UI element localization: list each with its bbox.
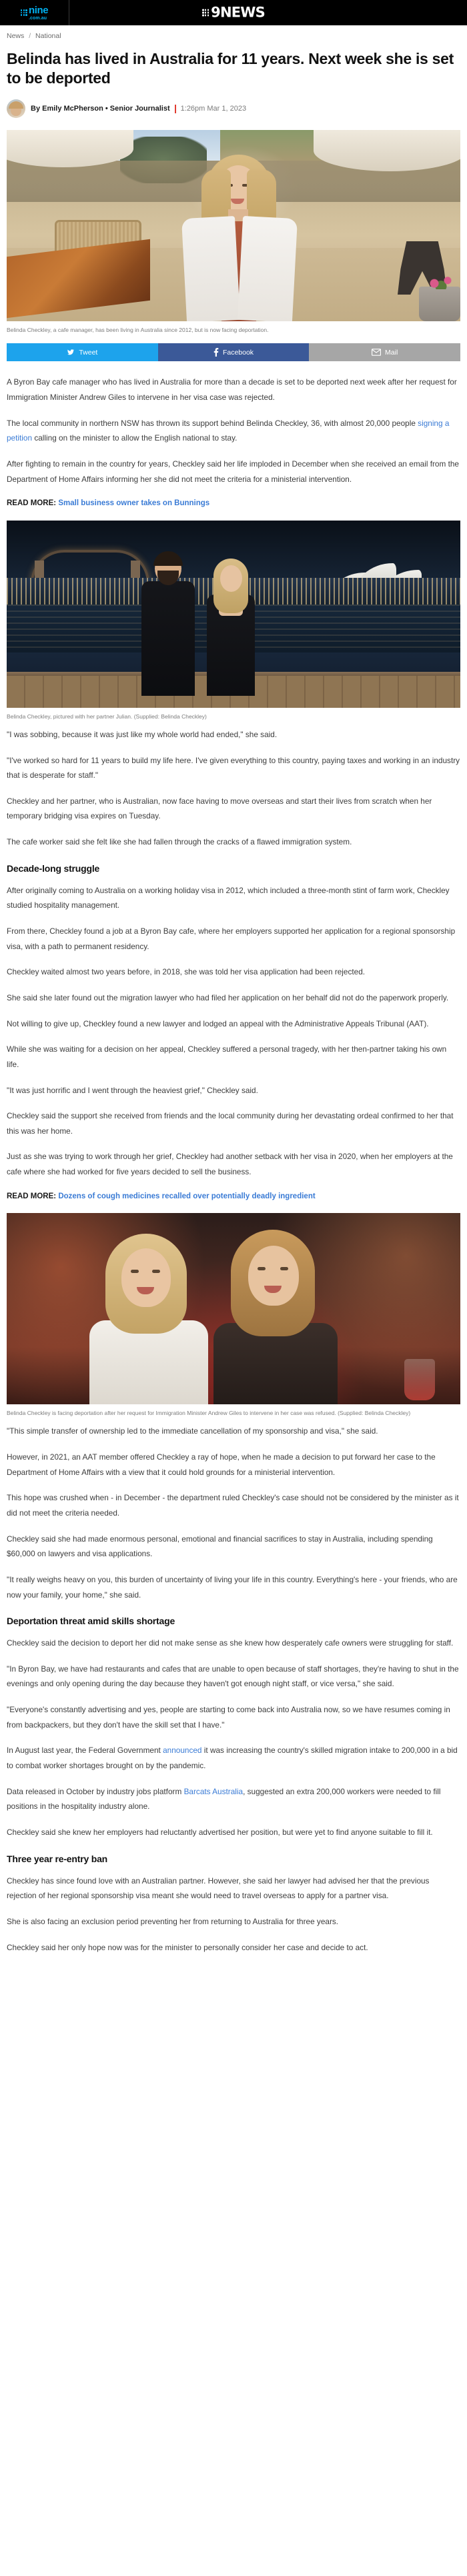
section-heading-reentry-ban: Three year re-entry ban (7, 1853, 108, 1864)
paragraph: However, in 2021, an AAT member offered Checkley a ray of hope, when he made a decision to put forward her case to the Department of Home Affairs with a view that it could hold grounds for a ministerial intervention. (7, 1452, 436, 1477)
byline-divider (175, 105, 176, 113)
paragraph: This hope was crushed when - in December - the department ruled Checkley's case should not be considered by the minister as it did not meet the criteria needed. (7, 1493, 459, 1518)
paragraph: Not willing to give up, Checkley found a new lawyer and lodged an appeal with the Administrative Appeals Tribunal (AAT). (7, 1018, 429, 1028)
paragraph-text: The local community in northern NSW has thrown its support behind Belinda Checkley, 36, with almost 20,000 people (7, 418, 418, 428)
paragraph (7, 416, 460, 446)
figure-friends (7, 1213, 460, 1418)
paragraph: "It was just horrific and I went through the heaviest grief," Checkley said. (7, 1085, 258, 1095)
article-body (0, 49, 467, 1979)
facebook-icon (213, 348, 219, 357)
read-more-1 (7, 497, 460, 509)
ninenews-dots-icon (202, 9, 209, 16)
ninenews-logo[interactable] (202, 6, 265, 20)
paragraph: Checkley said her only hope now was for the minister to personally consider her case and decide to act. (7, 1942, 368, 1952)
read-more-label: READ MORE: (7, 1192, 57, 1200)
share-mail-label: Mail (385, 348, 398, 357)
paragraph-text: Data released in October by industry jobs platform (7, 1786, 184, 1796)
barcats-australia-link[interactable]: Barcats Australia (183, 1786, 244, 1796)
breadcrumb-item-news[interactable]: News (7, 32, 25, 40)
figure-couple (7, 521, 460, 722)
share-facebook-button[interactable] (158, 343, 310, 361)
paragraph: "I've worked so hard for 11 years to build my life here. I've given everything to this country, paying taxes and working in an industry that is desperate for staff." (7, 755, 460, 780)
figure-hero (7, 130, 460, 335)
couple-image (7, 521, 460, 708)
paragraph-text: , suggested an extra 200,000 workers were needed to fill positions in the hospitality industry alone. (7, 1786, 441, 1812)
share-facebook-label: Facebook (222, 348, 254, 357)
paragraph: "Everyone's constantly advertising and yes, people are starting to come back into Australia now, so we have resumes coming in from backpackers, but they don't have the skill set that I have." (7, 1705, 450, 1730)
paragraph: From there, Checkley found a job at a Byron Bay cafe, where her employers supported her application for a regional sponsorship visa, with a path to permanent residency. (7, 926, 456, 951)
paragraph: Checkley said the decision to deport her did not make sense as she knew how desperately cafe owners were struggling for staff. (7, 1638, 454, 1648)
share-mail-button[interactable] (309, 343, 460, 361)
paragraph: She is also facing an exclusion period preventing her from returning to Australia for three years. (7, 1916, 339, 1926)
announced-link[interactable]: announced (163, 1746, 202, 1756)
paragraph: Checkley waited almost two years before, in 2018, she was told her visa application had been rejected. (7, 967, 366, 977)
nine-dots-icon (21, 9, 27, 16)
breadcrumb (0, 25, 467, 45)
figure-caption: Belinda Checkley, a cafe manager, has been living in Australia since 2012, but is now facing deportation. (7, 327, 269, 334)
share-twitter-button[interactable] (7, 343, 158, 361)
paragraph: Checkley and her partner, who is Australian, now face having to move overseas and start their lives from scratch when her temporary bridging visa expires on Tuesday. (7, 796, 432, 821)
hero-image (7, 130, 460, 321)
figure-caption: Belinda Checkley, pictured with her partner Julian. (Supplied: Belinda Checkley) (7, 712, 207, 720)
paragraph: Checkley said she had made enormous personal, emotional and financial sacrifices to stay in Australia, including spending $60,000 on lawyers and visa applications. (7, 1534, 433, 1559)
paragraph: After originally coming to Australia on a working holiday visa in 2012, which included a three-month stint of farm work, Checkley studied hospitality management. (7, 885, 450, 910)
paragraph: "It really weighs heavy on you, this burden of uncertainty of living your life in this country. Everything's here - your friends, who are now your family, your home," she said. (7, 1574, 458, 1600)
share-twitter-label: Tweet (79, 348, 98, 357)
site-header (0, 0, 467, 25)
share-buttons (7, 343, 460, 361)
breadcrumb-separator: / (29, 32, 31, 40)
paragraph: She said she later found out the migration lawyer who had filed her application on her behalf did not do the paperwork properly. (7, 992, 449, 1002)
paragraph: Just as she was trying to work through her grief, Checkley had another setback with her visa in 2020, when her employers at the cafe where she had worked for five years decided to sell the business. (7, 1152, 453, 1177)
paragraph: "In Byron Bay, we have had restaurants and cafes that are unable to open because of staff shortages, they're having to shut in the evenings and only opening during the day because they haven't got enough night staff, or vice versa," she said. (7, 1664, 459, 1689)
read-more-2 (7, 1190, 460, 1202)
paragraph (7, 1743, 460, 1773)
breadcrumb-item-national[interactable]: National (35, 32, 61, 40)
paragraph-text: In August last year, the Federal Government (7, 1746, 163, 1756)
paragraph: A Byron Bay cafe manager who has lived in Australia for more than a decade is set to be deported next week after her request for Immigration Minister Andrew Giles to intervene in her visa case was rejected. (7, 377, 457, 402)
read-more-label: READ MORE: (7, 499, 57, 508)
friends-image (7, 1213, 460, 1404)
byline (7, 99, 460, 118)
mail-icon (372, 349, 381, 356)
page-title: Belinda has lived in Australia for 11 years. Next week she is set to be deported (7, 50, 454, 87)
section-heading-deportation: Deportation threat amid skills shortage (7, 1616, 175, 1627)
paragraph: Checkley said she knew her employers had reluctantly advertised her position, but were yet to find anyone suitable to fill it. (7, 1827, 433, 1837)
nine-wordmark: nine (28, 4, 49, 16)
read-more-link-bunnings[interactable]: Small business owner takes on Bunnings (58, 499, 210, 508)
section-heading-decade: Decade-long struggle (7, 862, 100, 874)
paragraph: Checkley said the support she received from friends and the local community during her devastating ordeal confirmed to her that this was her home. (7, 1111, 454, 1136)
twitter-icon (67, 349, 75, 356)
paragraph: "This simple transfer of ownership led to the immediate cancellation of my sponsorship and visa," she said. (7, 1426, 378, 1436)
avatar (7, 99, 25, 118)
paragraph: The cafe worker said she felt like she had fallen through the cracks of a flawed immigration system. (7, 837, 352, 847)
nine-domain: .com.au (28, 15, 47, 21)
paragraph: "I was sobbing, because it was just like my whole world had ended," she said. (7, 729, 278, 739)
byline-author[interactable]: By Emily McPherson • Senior Journalist (31, 105, 170, 113)
petition-link[interactable]: signing a petition (7, 418, 450, 443)
paragraph: After fighting to remain in the country for years, Checkley said her life imploded in December when she received an email from the Department of Home Affairs informing her she did not meet the criteria for a ministerial intervention. (7, 459, 459, 484)
byline-timestamp: 1:26pm Mar 1, 2023 (180, 105, 247, 113)
paragraph-text: it was increasing the country's skilled migration intake to 200,000 in a bid to combat worker shortages brought on by the pandemic. (7, 1746, 458, 1771)
paragraph: Checkley has since found love with an Australian partner. However, she said her lawyer had advised her that the previous rejection of her regional sponsorship visa meant she would need to travel overseas to apply for a partner visa. (7, 1876, 430, 1901)
nine-logo[interactable] (0, 0, 69, 25)
paragraph-text: calling on the minister to allow the English national to stay. (32, 433, 238, 443)
ninenews-wordmark: 9NEWS (211, 4, 265, 21)
read-more-link-cough-medicine[interactable]: Dozens of cough medicines recalled over potentially deadly ingredient (58, 1192, 316, 1200)
paragraph (7, 1784, 460, 1814)
paragraph: While she was waiting for a decision on her appeal, Checkley suffered a personal tragedy, with her then-partner taking his own life. (7, 1044, 447, 1069)
figure-caption: Belinda Checkley is facing deportation after her request for Immigration Minister Andrew Giles to intervene in her case was refused. (Supplied: Belinda Checkley) (7, 1410, 411, 1417)
